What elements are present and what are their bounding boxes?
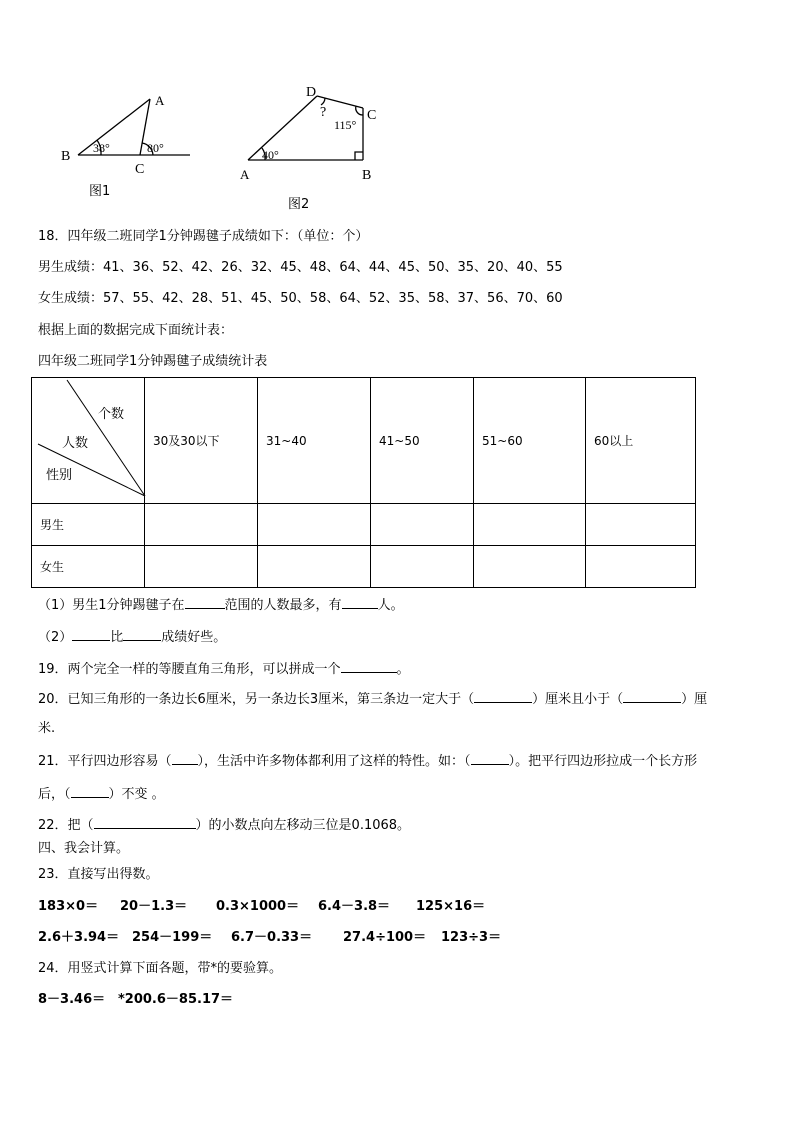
fig1-angle-b: 38° [93,141,110,155]
table-cell[interactable] [145,546,258,588]
table-cell[interactable] [258,504,371,546]
corner-label-count: 个数 [98,407,125,422]
fig2-angle-a: 40° [262,148,279,162]
corner-label-people: 人数 [62,436,89,451]
calc-item: 125×16＝ [416,899,486,914]
calc-item: 183×0＝ [38,899,99,914]
fig2-label-c: C [367,108,377,123]
table-header-cell: 30及30以下 [145,378,258,504]
q18-sub1: （1）男生1分钟踢毽子在 范围的人数最多，有 人。 [38,595,404,615]
fig2-side-ad [248,96,317,160]
calc-item: 8－3.46＝ [38,992,106,1007]
fig2-label-a: A [240,167,250,182]
answer-blank[interactable] [623,689,681,703]
fig1-side-ba [78,99,150,155]
table-cell[interactable] [474,504,586,546]
calc-item: 0.3×1000＝ [216,899,300,914]
table-cell[interactable] [474,546,586,588]
q23-title: 23．直接写出得数。 [38,867,159,882]
q20: 20．已知三角形的一条边长6厘米，另一条边长3厘米，第三条边一定大于（ ）厘米且小于（ ）厘 [38,689,707,709]
fig2-caption: 图2 [288,197,310,212]
table-cell[interactable] [586,546,696,588]
section-4-heading: 四、我会计算。 [38,841,130,856]
q18-girls-scores: 女生成绩：57、55、42、28、51、45、50、58、64、52、35、58、37、56、70、60 [38,291,563,306]
fig1-angle-c: 80° [147,141,164,155]
corner-label-gender: 性别 [46,468,73,483]
q20-cont: 米. [38,721,56,736]
calc-item: 254－199＝ [132,930,213,945]
answer-blank[interactable] [94,815,196,829]
table-row-label: 男生 [32,504,145,546]
table-row-label: 女生 [32,546,145,588]
answer-blank[interactable] [471,751,509,765]
fig2-label-d: D [306,85,317,100]
q21-cont: 后，（ ）不变 。 [38,784,165,804]
q18-table-title: 四年级二班同学1分钟踢毽子成绩统计表 [38,354,268,369]
answer-blank[interactable] [172,751,198,765]
calc-item: 123÷3＝ [441,930,502,945]
q21: 21．平行四边形容易（ ），生活中许多物体都利用了这样的特性。如：（ ）。把平行四边形拉成一个长方形 [38,751,697,771]
q18-title: 18．四年级二班同学1分钟踢毽子成绩如下：（单位：个） [38,229,369,244]
q23-row-1 [38,898,485,916]
q19: 19．两个完全一样的等腰直角三角形，可以拼成一个 。 [38,659,410,679]
fig1-label-b: B [61,149,71,164]
answer-blank[interactable] [123,627,161,641]
fig2-right-angle-mark [355,152,363,160]
stats-table [31,377,696,588]
q22: 22．把（ ）的小数点向左移动三位是0.1068。 [38,815,410,835]
answer-blank[interactable] [341,659,397,673]
fig1-label-c: C [135,162,145,174]
calc-item: 2.6＋3.94＝ [38,930,120,945]
corner-diagonal-lines [32,378,152,504]
answer-blank[interactable] [72,627,110,641]
answer-blank[interactable] [185,595,225,609]
q18-boys-scores: 男生成绩：41、36、52、42、26、32、45、48、64、44、45、50、35、20、40、55 [38,260,563,275]
table-corner-cell [32,378,145,504]
table-cell[interactable] [371,546,474,588]
fig2-label-b: B [362,168,372,183]
table-header-cell: 31~40 [258,378,371,504]
table-row [32,504,696,546]
calc-item: 6.7－0.33＝ [231,930,313,945]
calc-item: 27.4÷100＝ [343,930,427,945]
table-header-row [32,378,696,504]
q24-row [38,991,233,1009]
q18-sub2: （2） 比 成绩好些。 [38,627,226,647]
fig1-caption: 图1 [89,184,111,199]
table-cell[interactable] [145,504,258,546]
table-cell[interactable] [258,546,371,588]
answer-blank[interactable] [474,689,532,703]
fig2-angle-c: 115° [334,118,357,132]
table-row [32,546,696,588]
answer-blank[interactable] [71,784,109,798]
calc-item: 20－1.3＝ [120,899,188,914]
q18-instruction: 根据上面的数据完成下面统计表： [38,323,234,338]
table-cell[interactable] [586,504,696,546]
table-cell[interactable] [371,504,474,546]
figure-1 [55,88,205,174]
q23-row-2 [38,929,501,947]
fig2-angle-d: ? [320,105,327,120]
fig2-arc-d [321,98,325,105]
table-header-cell: 41~50 [371,378,474,504]
calc-item: *200.6－85.17＝ [118,992,234,1007]
answer-blank[interactable] [342,595,378,609]
table-header-cell: 51~60 [474,378,586,504]
calc-item: 6.4－3.8＝ [318,899,391,914]
q24-title: 24．用竖式计算下面各题，带*的要验算。 [38,961,283,976]
fig1-label-a: A [155,93,165,108]
table-header-cell: 60以上 [586,378,696,504]
figure-2 [238,82,388,186]
